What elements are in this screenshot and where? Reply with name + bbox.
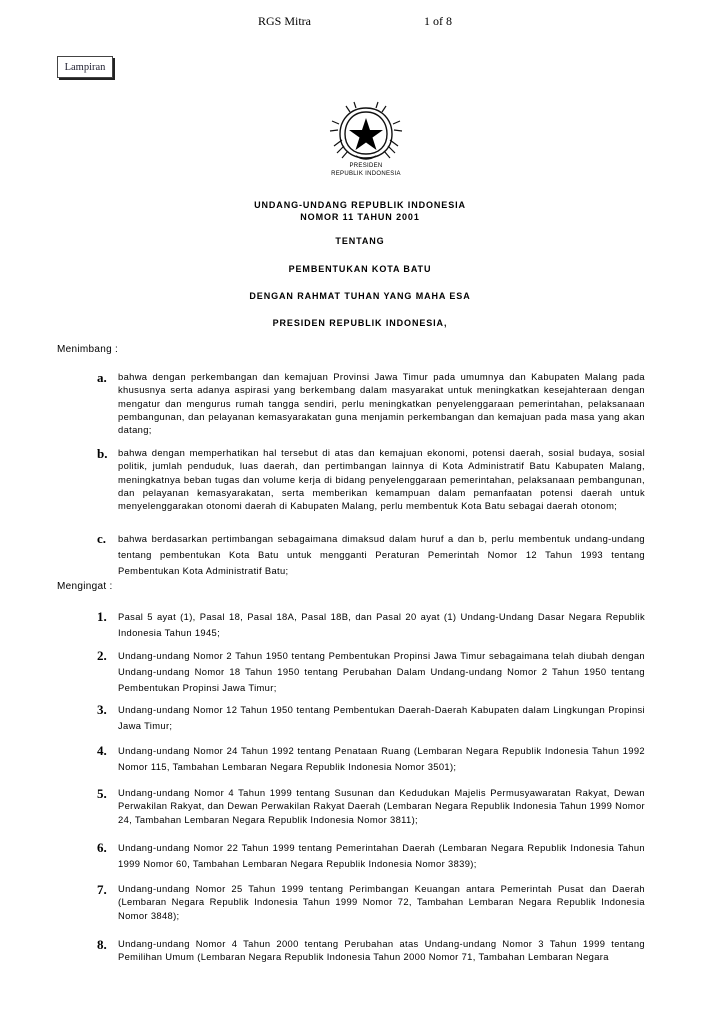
mengingat-label: Mengingat :: [57, 581, 113, 592]
item-marker: a.: [97, 370, 107, 385]
rahmat-line: DENGAN RAHMAT TUHAN YANG MAHA ESA: [249, 291, 471, 301]
item-text: Undang-undang Nomor 24 Tahun 1992 tentang Penataan Ruang (Lembaran Negara Republik Indonesia Tahun 1992 Nomor 115, Tambahan Lembaran Negara Republik Indonesia Nomor 3501);: [118, 745, 645, 772]
item-marker: 6.: [97, 840, 107, 855]
mengingat-item-4: [97, 743, 645, 775]
item-marker: 1.: [97, 609, 107, 624]
mengingat-item-6: [97, 840, 645, 872]
emblem-caption-2: REPUBLIK INDONESIA: [331, 171, 401, 177]
item-text: Undang-undang Nomor 4 Tahun 2000 tentang Perubahan atas Undang-undang Nomor 3 Tahun 1999 tentang Pemilihan Umum (Lembaran Negara Republik Indonesia Tahun 2000 Nomor 71, Tambahan Lembaran Negara: [118, 938, 645, 963]
item-marker: 7.: [97, 882, 107, 897]
tentang-heading: TENTANG: [335, 236, 385, 246]
item-text: Undang-undang Nomor 4 Tahun 1999 tentang Susunan dan Kedudukan Majelis Permusyawaratan Rakyat, Dewan Perwakilan Rakyat, dan Dewan Perwakilan Rakyat Daerah (Lembaran Negara Republik Indonesia Tahun 1999 Nomor 24, Tambahan Lembaran Negara Republik Indonesia Nomor 3811);: [118, 787, 645, 825]
mengingat-item-3: [97, 702, 645, 734]
law-subject: PEMBENTUKAN KOTA BATU: [288, 264, 432, 274]
emblem-caption-1: PRESIDEN: [349, 163, 383, 169]
menimbang-item-b: [97, 446, 645, 512]
menimbang-item-a: [97, 370, 645, 436]
item-marker: 5.: [97, 786, 107, 801]
item-marker: 3.: [97, 702, 107, 717]
item-text: bahwa berdasarkan pertimbangan sebagaimana dimaksud dalam huruf a dan b, perlu membentuk undang-undang tentang pembentukan Kota Batu untuk mengganti Peraturan Pemerintah Nomor 12 Tahun 1993 tentang Pembentukan Kota Administratif Batu;: [118, 533, 645, 576]
item-text: Undang-undang Nomor 2 Tahun 1950 tentang Pembentukan Propinsi Jawa Timur sebagaimana telah diubah dengan Undang-undang Nomor 18 Tahun 1950 tentang Perubahan Dalam Undang-undang Nomor 2 Tahun 1950 tentang Pembentukan Propinsi Jawa Timur;: [118, 650, 645, 693]
document-title: RGS Mitra: [258, 14, 312, 28]
item-marker: 8.: [97, 937, 107, 952]
lampiran-label: Lampiran: [64, 61, 106, 73]
item-marker: b.: [97, 446, 108, 461]
menimbang-item-c: [97, 531, 645, 579]
page-counter: 1 of 8: [424, 14, 452, 28]
item-text: Undang-undang Nomor 12 Tahun 1950 tentang Pembentukan Daerah-Daerah Kabupaten dalam Lingkungan Propinsi Jawa Timur;: [118, 704, 645, 731]
mengingat-item-5: [97, 786, 645, 826]
item-text: bahwa dengan memperhatikan hal tersebut di atas dan kemajuan ekonomi, potensi daerah, sosial budaya, sosial politik, jumlah penduduk, luas daerah, dan pertimbangan lainnya di Kota Administratif Batu Kabupaten Malang, meningkatnya beban tugas dan volume kerja di bidang penyelenggaraan pemerintahan, pelaksanaan pembangunan, dan pelayanan kemasyarakatan, serta memberikan kemampuan dalam pemanfaatan potensi daerah untuk menyelenggarakan otonomi daerah di Kabupaten Malang, perlu membentuk Kota Batu sebagai daerah otonom;: [118, 447, 645, 512]
mengingat-item-7: [97, 882, 645, 922]
item-text: bahwa dengan perkembangan dan kemajuan Provinsi Jawa Timur pada umumnya dan Kabupaten Malang pada khususnya serta adanya aspirasi yang berkembang dalam masyarakat untuk meningkatkan kesejahteraan dengan mengatur dan mengurus rumah tangga sendiri, perlu meningkatkan penyelenggaraan pemerintahan, pelaksanaan pembangunan, dan pelayanan kemasyarakatan guna menjamin perkembangan dan kemajuan pada masa yang akan datang;: [118, 371, 645, 436]
item-text: Undang-undang Nomor 25 Tahun 1999 tentang Perimbangan Keuangan antara Pemerintah Pusat dan Daerah (Lembaran Negara Republik Indonesia Tahun 1999 Nomor 72, Tambahan Lembaran Negara Republik Indonesia Nomor 3848);: [118, 883, 645, 921]
mengingat-item-2: [97, 648, 645, 696]
menimbang-label: Menimbang :: [57, 344, 119, 355]
law-title: UNDANG-UNDANG REPUBLIK INDONESIA: [254, 200, 466, 210]
item-text: Pasal 5 ayat (1), Pasal 18, Pasal 18A, Pasal 18B, dan Pasal 20 ayat (1) Undang-Undang Dasar Negara Republik Indonesia Tahun 1945;: [118, 611, 645, 638]
item-text: Undang-undang Nomor 22 Tahun 1999 tentang Pemerintahan Daerah (Lembaran Negara Republik Indonesia Tahun 1999 Nomor 60, Tambahan Lembaran Negara Republik Indonesia Nomor 3839);: [118, 842, 645, 869]
lampiran-button[interactable]: [57, 56, 113, 78]
law-number: NOMOR 11 TAHUN 2001: [300, 212, 420, 222]
item-marker: 2.: [97, 648, 107, 663]
item-marker: c.: [97, 531, 107, 546]
item-marker: 4.: [97, 743, 107, 758]
mengingat-item-8: [97, 937, 645, 964]
presiden-line: PRESIDEN REPUBLIK INDONESIA,: [272, 318, 448, 328]
mengingat-item-1: [97, 609, 645, 641]
